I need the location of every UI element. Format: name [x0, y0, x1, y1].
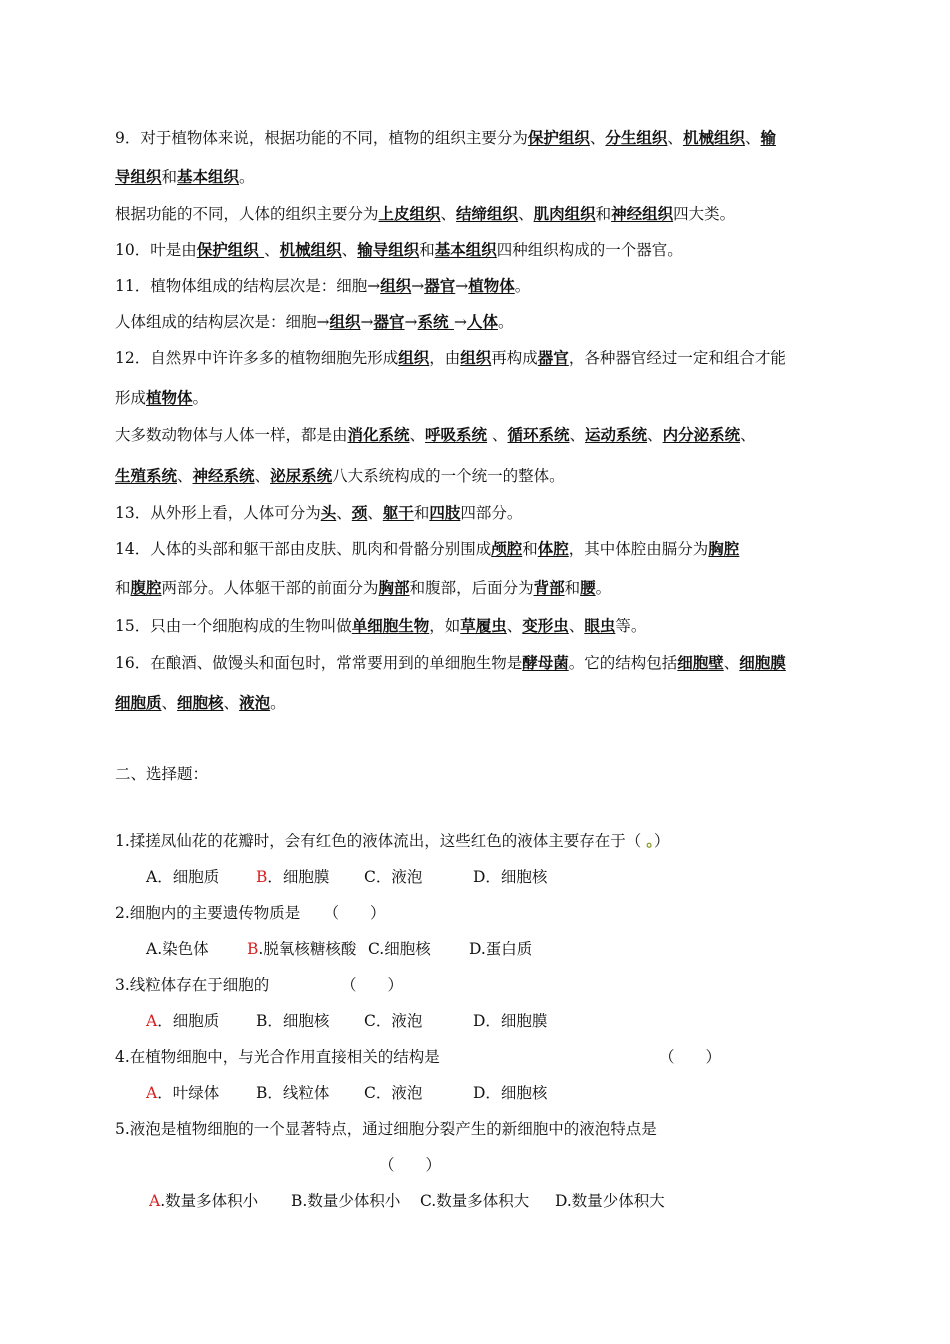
human-tissue-line: 根据功能的不同，人体的组织主要分为上皮组织、结缔组织、肌肉组织和神经组织四大类。: [115, 204, 736, 223]
section-heading: 二、选择题：: [115, 765, 209, 783]
q14-line1: 14．人体的头部和躯干部由皮肤、肌肉和骨骼分别围成颅腔和体腔，其中体腔由膈分为胸腔: [115, 539, 740, 558]
q13-line: 13．从外形上看，人体可分为头、颈、躯干和四肢四部分。: [115, 503, 523, 522]
mc2-stem: 2.细胞内的主要遗传物质是 （ ）: [115, 904, 386, 922]
mc3-stem: 3.线粒体存在于细胞的 （ ）: [115, 976, 404, 994]
mc4-stem: 4.在植物细胞中，与光合作用直接相关的结构是 （ ）: [115, 1048, 722, 1066]
q10-line: 10．叶是由保护组织 、机械组织、输导组织和基本组织四种组织构成的一个器官。: [115, 240, 683, 259]
systems-line2: 生殖系统、神经系统、泌尿系统八大系统构成的一个统一的整体。: [115, 466, 565, 485]
q14-line2: 和腹腔两部分。人体躯干部的前面分为胸部和腹部，后面分为背部和腰。: [115, 578, 612, 597]
systems-line1: 大多数动物体与人体一样，都是由消化系统、呼吸系统 、循环系统、运动系统、内分泌系统、: [115, 425, 756, 444]
q15-line: 15．只由一个细胞构成的生物叫做单细胞生物，如草履虫、变形虫、眼虫等。: [115, 616, 647, 635]
mc5-stem: 5.液泡是植物细胞的一个显著特点，通过细胞分裂产生的新细胞中的液泡特点是: [115, 1120, 657, 1138]
q16-line2: 细胞质、细胞核、液泡。: [115, 693, 286, 712]
mc1-stem: 1.揉搓凤仙花的花瓣时，会有红色的液体流出，这些红色的液体主要存在于（ 。）: [115, 831, 670, 850]
q12-line1: 12．自然界中许许多多的植物细胞先形成组织，由组织再构成器官，各种器官经过一定和组合才能: [115, 348, 786, 367]
q11-line: 11．植物体组成的结构层次是：细胞→组织→器官→植物体。: [115, 276, 531, 295]
human-levels-line: 人体组成的结构层次是：细胞→组织→器官→系统 →人体。: [115, 312, 514, 331]
q16-line1: 16．在酿酒、做馒头和面包时，常常要用到的单细胞生物是酵母菌。它的结构包括细胞壁、细胞膜: [115, 653, 786, 672]
q9-line1: 9．对于植物体来说，根据功能的不同，植物的组织主要分为保护组织、分生组织、机械组织、输: [115, 128, 776, 147]
q9-line2: 导组织和基本组织。: [115, 167, 255, 186]
q12-line2: 形成植物体。: [115, 388, 209, 407]
